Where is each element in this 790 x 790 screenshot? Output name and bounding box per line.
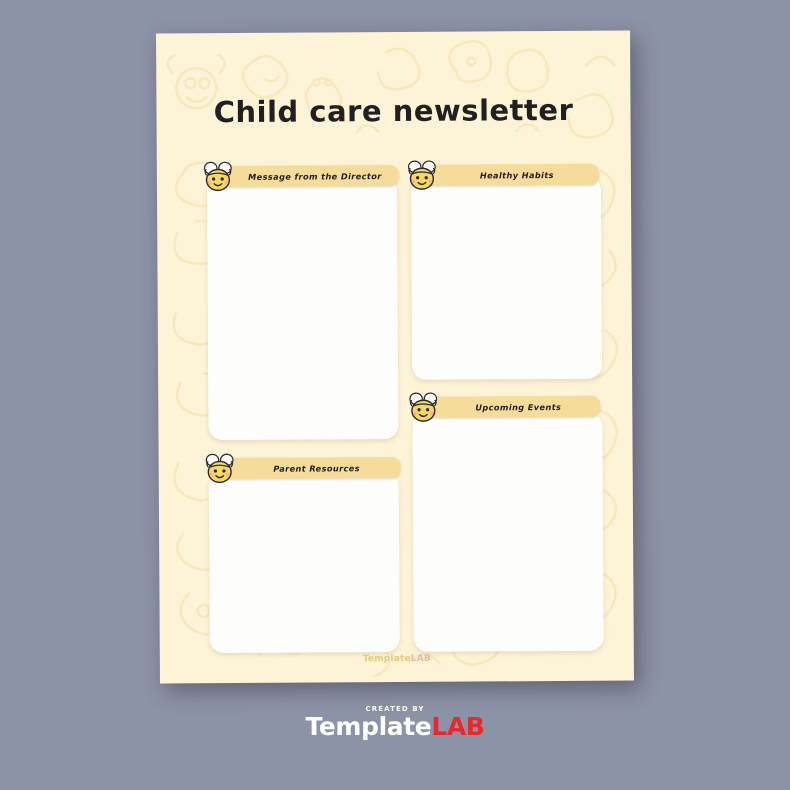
bee-icon <box>199 158 237 196</box>
bee-icon <box>201 450 239 488</box>
section-content-message-from-the-director[interactable] <box>207 177 399 440</box>
section-label-parent-resources: Parent Resources <box>273 462 361 474</box>
sheet-footer-logo-template: Template <box>362 653 411 665</box>
section-content-healthy-habits[interactable] <box>411 176 602 380</box>
page-title: Child care newsletter <box>213 92 574 130</box>
sheet-footer-logo <box>160 653 634 666</box>
brand-footer <box>0 705 790 739</box>
sheet-footer-logo-lab: LAB <box>410 653 431 664</box>
bee-icon <box>404 389 442 427</box>
brand-name-lab: LAB <box>431 712 485 741</box>
section-banner-healthy-habits <box>423 164 599 186</box>
section-banner-upcoming-events <box>424 396 600 418</box>
section-content-parent-resources[interactable] <box>209 472 400 653</box>
section-banner-message-from-the-director <box>219 165 399 187</box>
bee-icon <box>403 157 441 195</box>
brand-name <box>0 714 790 739</box>
section-content-upcoming-events[interactable] <box>412 413 603 652</box>
section-label-message-from-the-director: Message from the Director <box>248 170 382 182</box>
section-banner-parent-resources <box>221 457 401 479</box>
section-label-healthy-habits: Healthy Habits <box>479 169 554 180</box>
newsletter-page <box>156 31 634 684</box>
brand-created-by: CREATED BY <box>365 705 425 713</box>
brand-name-template: Template <box>305 712 432 741</box>
section-label-upcoming-events: Upcoming Events <box>475 401 562 413</box>
